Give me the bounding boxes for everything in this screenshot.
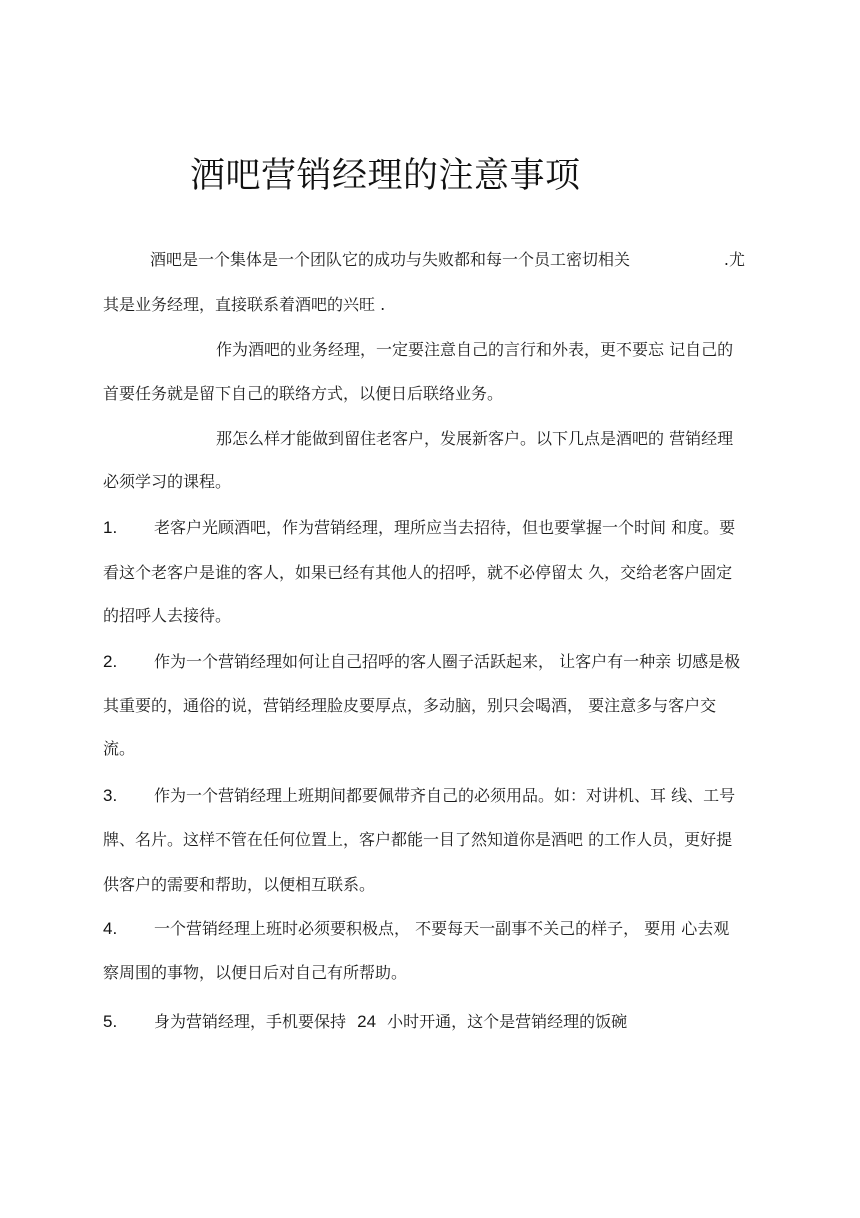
intro-paragraph-1-line-1 (150, 249, 745, 271)
intro-paragraph-2-line-1: 作为酒吧的业务经理，一定要注意自己的言行和外表，更不要忘 记自己的 (216, 340, 734, 359)
item-1-line-3: 的招呼人去接待。 (103, 606, 232, 625)
item-1-number: 1. (103, 518, 118, 537)
item-4-number: 4. (103, 919, 118, 938)
intro-paragraph-3-line-2: 必须学习的课程。 (103, 472, 232, 491)
item-3-number: 3. (103, 786, 118, 805)
item-5-text-b: 小时开通，这个是营销经理的饭碗 (387, 1012, 628, 1031)
item-5-line-1 (154, 1011, 627, 1033)
item-4-line-2: 察周围的事物，以便日后对自己有所帮助。 (103, 963, 408, 982)
item-5-number: 5. (103, 1012, 118, 1031)
item-2-line-2: 其重要的，通俗的说，营销经理脸皮要厚点，多动脑，别只会喝酒， 要注意多与客户交 (103, 696, 717, 715)
item-4-line-1: 一个营销经理上班时必须要积极点， 不要每天一副事不关己的样子， 要用 心去观 (154, 919, 730, 938)
item-3-line-3: 供客户的需要和帮助，以便相互联系。 (103, 875, 376, 894)
intro-paragraph-3-line-1: 那怎么样才能做到留住老客户，发展新客户。以下几点是酒吧的 营销经理 (216, 429, 734, 448)
item-2-number: 2. (103, 652, 118, 671)
item-3-line-1: 作为一个营销经理上班期间都要佩带齐自己的必须用品。如：对讲机、耳 线、工号 (154, 786, 736, 805)
item-5-hours-number: 24 (357, 1012, 377, 1031)
intro-p1-text-b: .尤 (723, 250, 745, 269)
item-3-line-2: 牌、名片。这样不管在任何位置上，客户都能一目了然知道你是酒吧 的工作人员，更好提 (103, 830, 733, 849)
intro-p1-text-a: 酒吧是一个集体是一个团队它的成功与失败都和每一个员工密切相关 (150, 250, 631, 269)
document-title: 酒吧营销经理的注意事项 (190, 156, 581, 196)
item-2-line-1: 作为一个营销经理如何让自己招呼的客人圈子活跃起来， 让客户有一种亲 切感是极 (154, 652, 741, 671)
item-1-line-2: 看这个老客户是谁的客人，如果已经有其他人的招呼，就不必停留太 久，交给老客户固定 (103, 563, 733, 582)
item-1-line-1: 老客户光顾酒吧，作为营销经理，理所应当去招待，但也要掌握一个时间 和度。要 (154, 518, 736, 537)
item-5-text-a: 身为营销经理，手机要保持 (154, 1012, 347, 1031)
intro-paragraph-2-line-2: 首要任务就是留下自己的联络方式，以便日后联络业务。 (103, 384, 504, 403)
intro-paragraph-1-line-2: 其是业务经理，直接联系着酒吧的兴旺 . (103, 295, 386, 314)
item-2-line-3: 流。 (103, 739, 136, 758)
